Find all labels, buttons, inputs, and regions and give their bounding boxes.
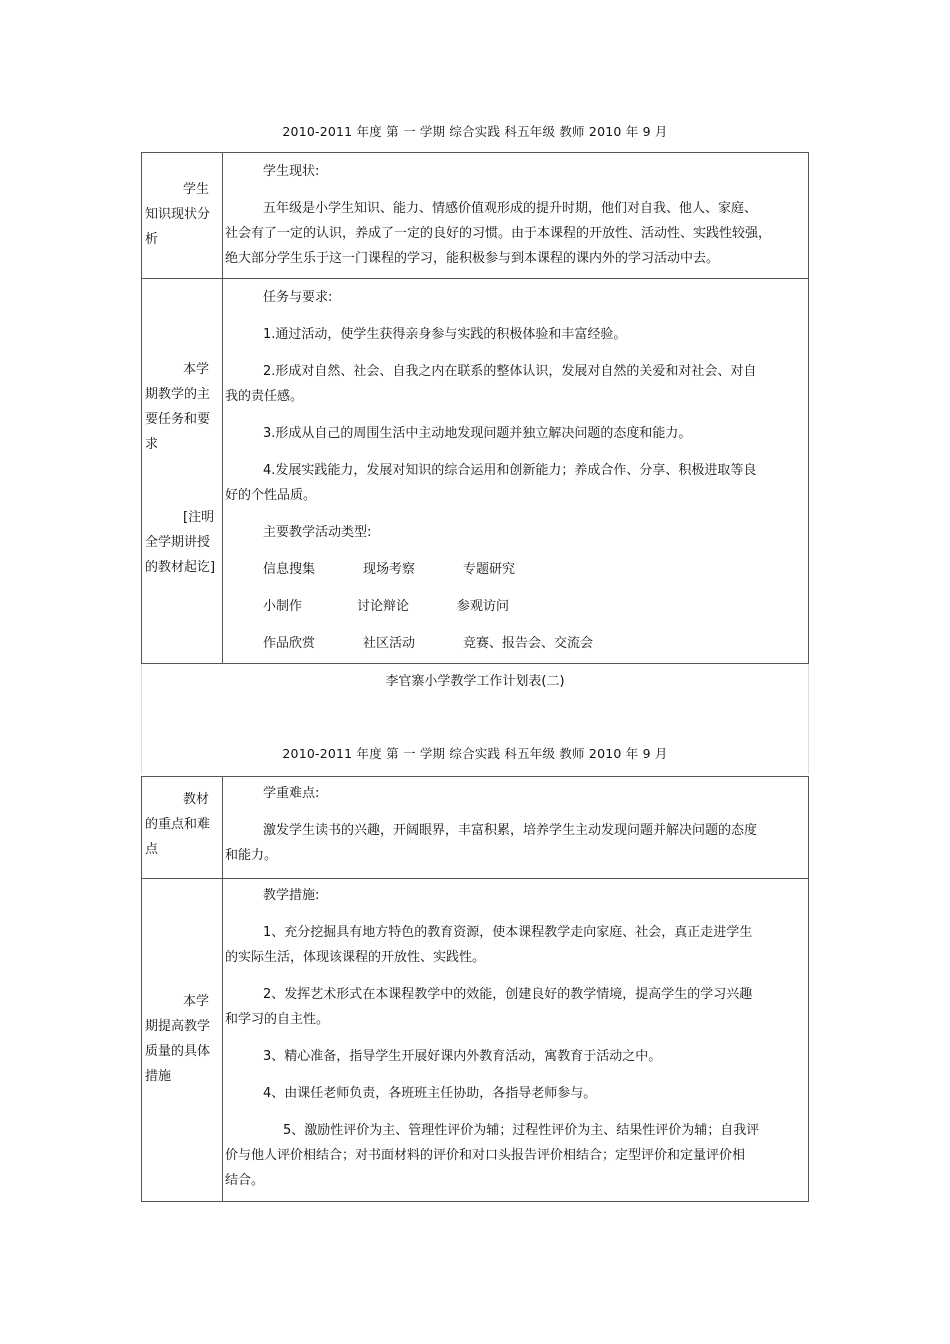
paragraph-line: 绝大部分学生乐于这一门课程的学习，能积极参与到本课程的课内外的学习活动中去。 (225, 251, 720, 266)
task-item-2: 2.形成对自然、社会、自我之内在联系的整体认识，发展对自然的关爱和对社会、对自 (263, 364, 757, 379)
activity: 竞赛、报告会、交流会 (463, 636, 594, 651)
activity: 社区活动 (363, 636, 416, 651)
activity: 作品欣赏 (263, 636, 316, 651)
content-key-points (223, 777, 808, 878)
paragraph-line: 和能力。 (225, 848, 278, 863)
label-line: 点 (145, 842, 159, 857)
task-item-3: 3.形成从自己的周围生活中主动地发现问题并独立解决问题的态度和能力。 (263, 426, 692, 441)
label-line: 学生 (183, 182, 210, 197)
activity: 参观访问 (457, 599, 510, 614)
measure-item-1-cont: 的实际生活，体现该课程的开放性、实践性。 (225, 950, 486, 965)
paragraph-line: 五年级是小学生知识、能力、情感价值观形成的提升时期，他们对自我、他人、家庭、 (263, 201, 758, 216)
measure-item-1: 1、充分挖掘具有地方特色的教育资源，使本课程教学走向家庭、社会，真正走进学生 (263, 925, 753, 940)
label-line: 质量的具体 (145, 1044, 211, 1059)
paragraph-line: 社会有了一定的认识，养成了一定的良好的习惯。由于本课程的开放性、活动性、实践性较强， (225, 226, 772, 241)
measure-item-5-cont2: 结合。 (225, 1173, 265, 1188)
activity-row-3 (225, 631, 806, 656)
plan-header-1: 2010-2011 年度 第 一 学期 综合实践 科五年级 教师 2010 年 9 月 (282, 124, 668, 139)
task-item-4-cont: 好的个性品质。 (225, 488, 317, 503)
activity: 信息搜集 (263, 562, 316, 577)
row-tasks (142, 279, 808, 663)
activity: 讨论辩论 (357, 599, 410, 614)
task-item-2-cont: 我的责任感。 (225, 389, 304, 404)
content-student-status (223, 153, 808, 278)
activity: 现场考察 (363, 562, 416, 577)
label-line: 要任务和要 (145, 412, 211, 427)
row-measures (142, 879, 808, 1201)
label-line: 教材 (183, 792, 210, 807)
label-line: 析 (145, 232, 159, 247)
page-title-2: 李官寨小学教学工作计划表(二) (385, 674, 565, 689)
row-key-points (142, 777, 808, 879)
label-measures (142, 879, 223, 1201)
label-line: 期提高教学 (145, 1019, 211, 1034)
label-line: 本学 (183, 362, 210, 377)
activity: 专题研究 (463, 562, 516, 577)
plan-header-2: 2010-2011 年度 第 一 学期 综合实践 科五年级 教师 2010 年 9 月 (282, 746, 668, 761)
task-item-1: 1.通过活动，使学生获得亲身参与实践的积极体验和丰富经验。 (263, 327, 627, 342)
label-key-points (142, 777, 223, 878)
plan-table-1 (141, 152, 809, 664)
note-line: 的教材起讫] (145, 560, 216, 575)
content-measures (223, 879, 808, 1201)
content-tasks (223, 279, 808, 663)
row-student-status (142, 153, 808, 279)
section-title: 学生现状: (263, 164, 320, 179)
note-line: 全学期讲授 (145, 535, 211, 550)
measure-item-2-cont: 和学习的自主性。 (225, 1012, 330, 1027)
measure-item-5: 5、激励性评价为主、管理性评价为辅；过程性评价为主、结果性评价为辅；自我评 (283, 1123, 760, 1138)
section-title: 任务与要求: (263, 290, 333, 305)
measure-item-2: 2、发挥艺术形式在本课程教学中的效能，创建良好的教学情境，提高学生的学习兴趣 (263, 987, 753, 1002)
activity-row-2 (225, 594, 806, 619)
measure-item-3: 3、精心准备，指导学生开展好课内外教育活动，寓教育于活动之中。 (263, 1049, 662, 1064)
label-line: 的重点和难 (145, 817, 211, 832)
section-title: 教学措施: (263, 888, 320, 903)
label-tasks (142, 279, 223, 663)
section-title: 学重难点: (263, 786, 320, 801)
note-line: [注明 (183, 510, 215, 525)
label-student-analysis (142, 153, 223, 278)
measure-item-5-cont: 价与他人评价相结合；对书面材料的评价和对口头报告评价相结合；定型评价和定量评价相 (225, 1148, 746, 1163)
label-line: 求 (145, 437, 159, 452)
activity-row-1 (225, 557, 806, 582)
activity: 小制作 (263, 599, 303, 614)
activities-title: 主要教学活动类型: (263, 525, 372, 540)
label-line: 本学 (183, 994, 210, 1009)
label-line: 期教学的主 (145, 387, 211, 402)
plan-table-2 (141, 776, 809, 1202)
measure-item-4: 4、由课任老师负责，各班班主任协助，各指导老师参与。 (263, 1086, 597, 1101)
task-item-4: 4.发展实践能力，发展对知识的综合运用和创新能力；养成合作、分享、积极进取等良 (263, 463, 757, 478)
label-line: 知识现状分 (145, 207, 211, 222)
label-line: 措施 (145, 1069, 172, 1084)
paragraph-line: 激发学生读书的兴趣，开阔眼界，丰富积累，培养学生主动发现问题并解决问题的态度 (263, 823, 758, 838)
